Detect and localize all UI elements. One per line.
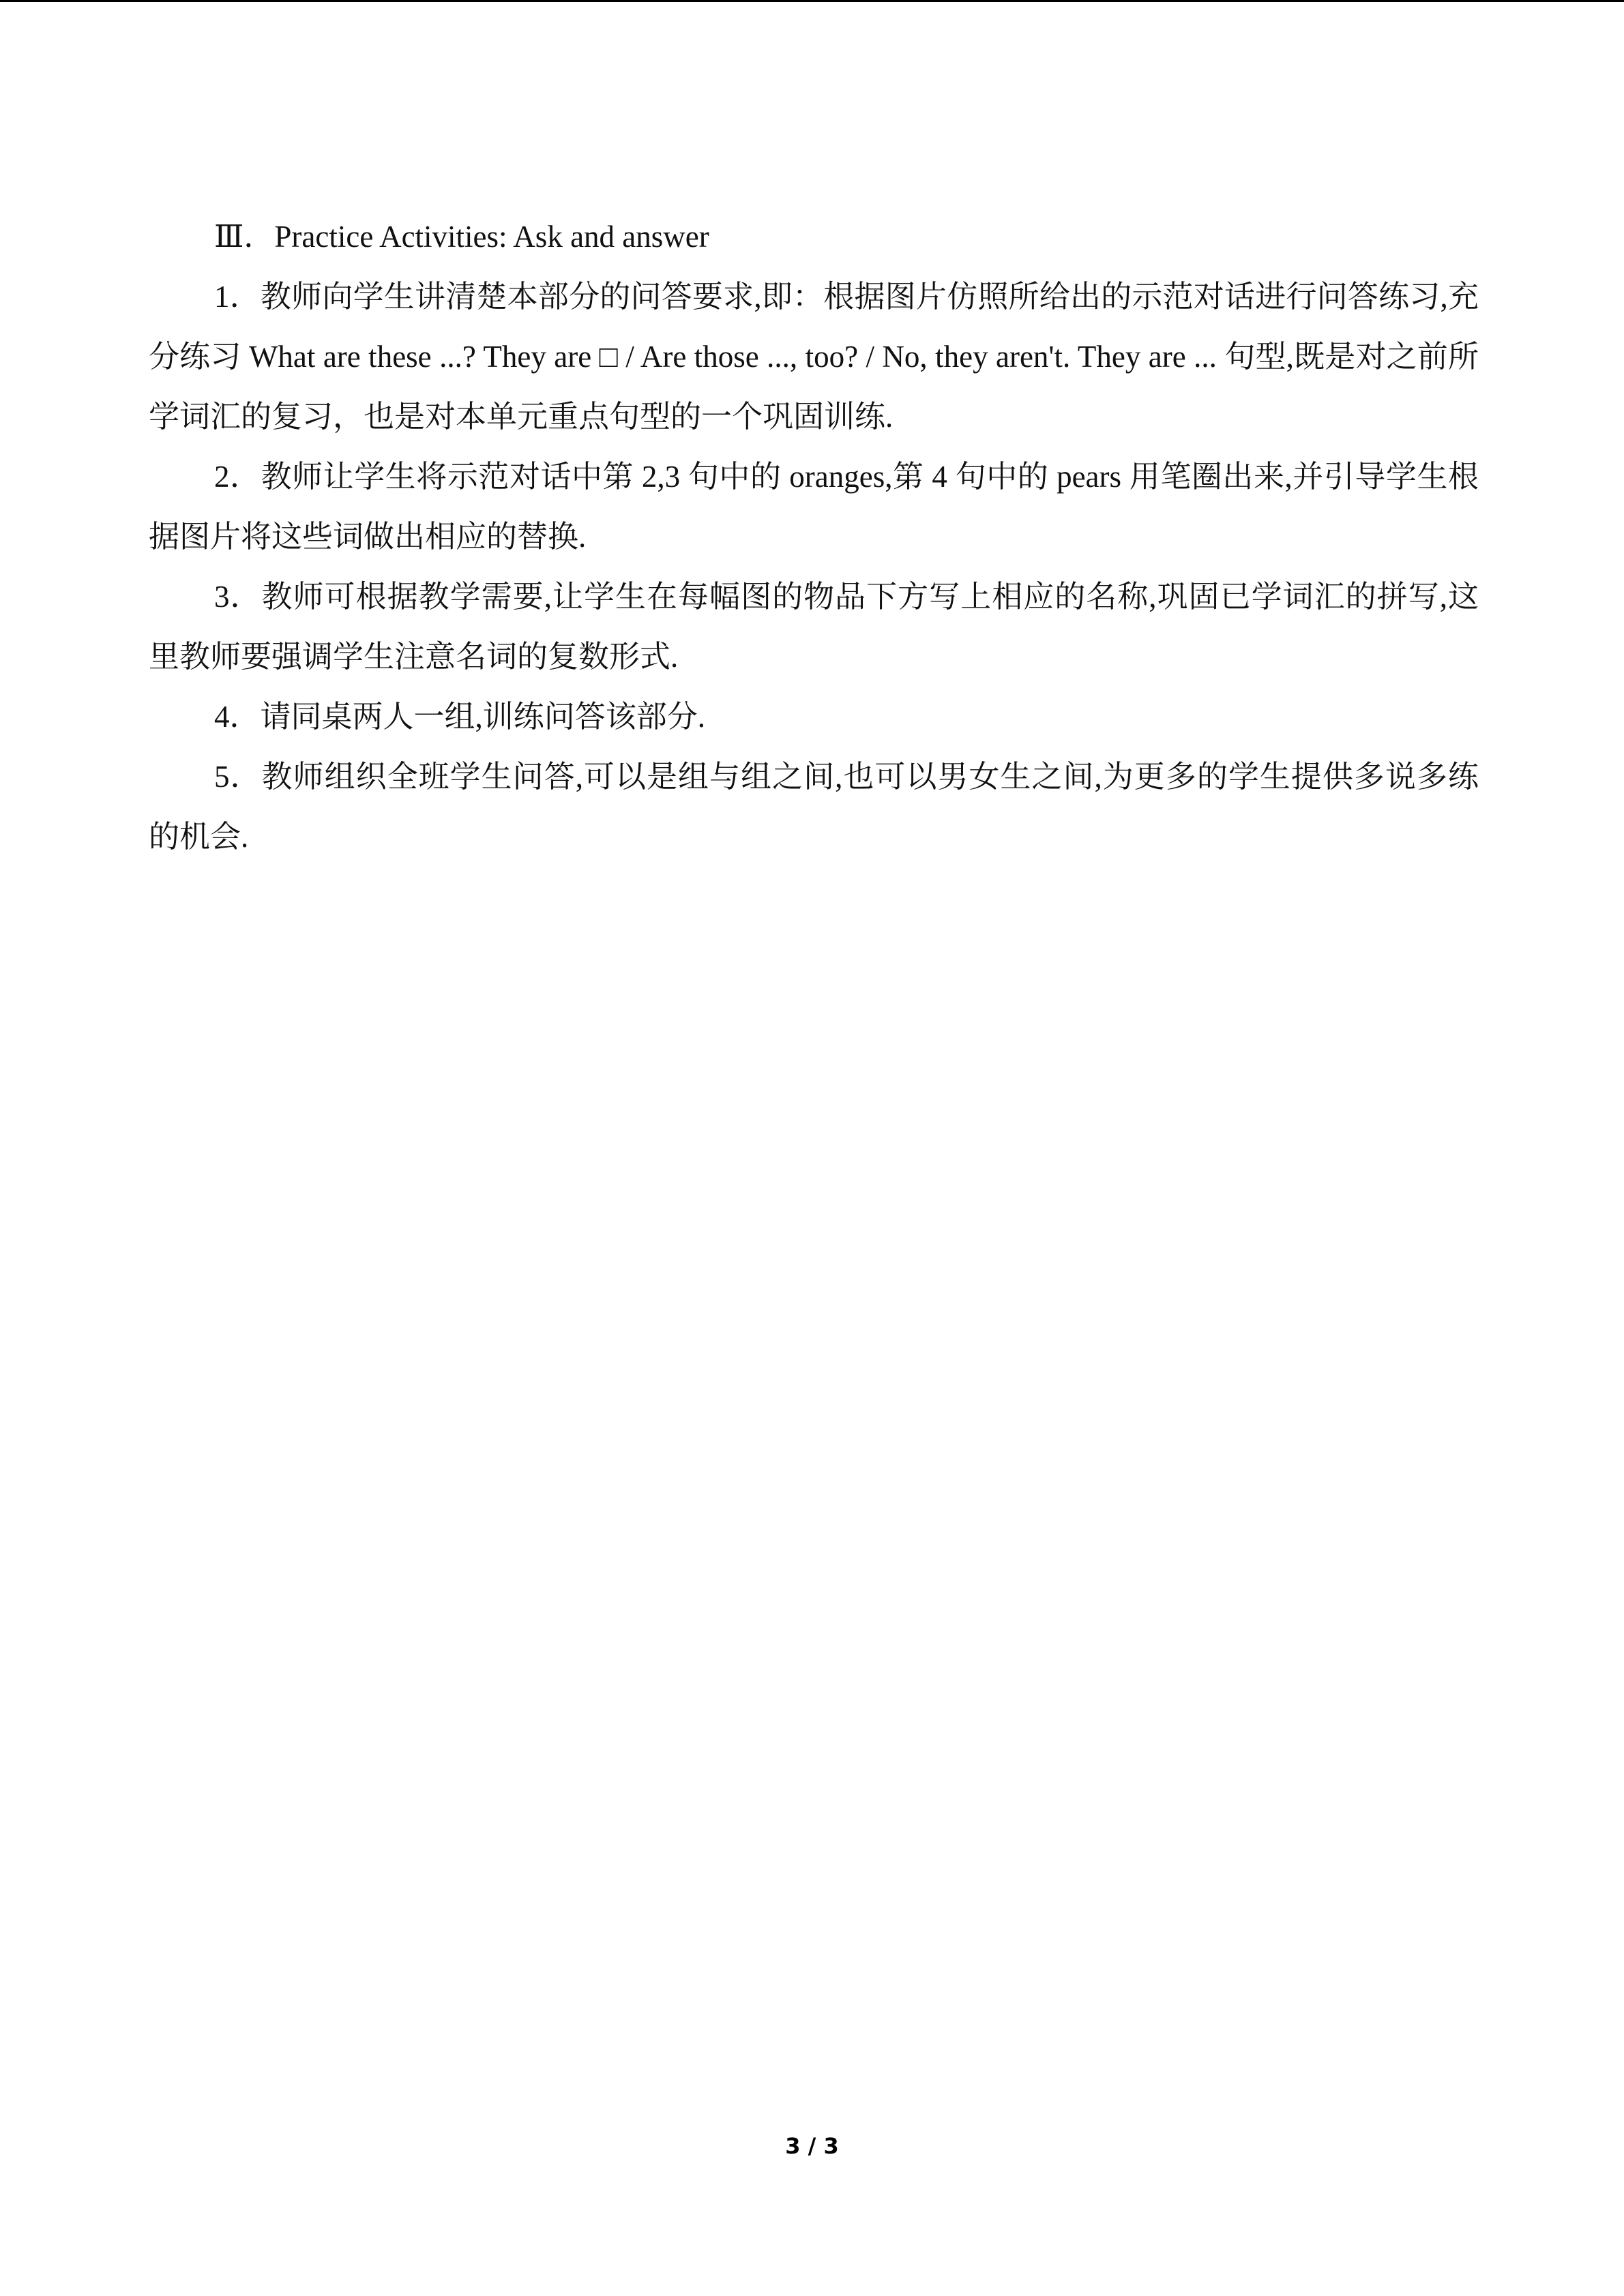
page-content <box>149 207 1479 867</box>
paragraph-3: 3．教师可根据教学需要,让学生在每幅图的物品下方写上相应的名称,巩固已学词汇的拼写,这里教师要强调学生注意名词的复数形式. <box>149 580 1479 674</box>
page-number: 3 / 3 <box>785 2133 839 2159</box>
section-heading: Ⅲ．Practice Activities: Ask and answer <box>214 220 709 254</box>
paragraph-2: 2．教师让学生将示范对话中第 2,3 句中的 oranges,第 4 句中的 pears 用笔圈出来,并引导学生根据图片将这些词做出相应的替换. <box>149 460 1479 554</box>
paragraph-5: 5．教师组织全班学生问答,可以是组与组之间,也可以男女生之间,为更多的学生提供多说多练的机会. <box>149 760 1479 854</box>
paragraph-1: 1．教师向学生讲清楚本部分的问答要求,即：根据图片仿照所给出的示范对话进行问答练习,充分练习 What are these ...? They are □ / Are those ..., too? / No, they aren't. They are ... 句型,既是对之前所学词汇的复习，也是对本单元重点句型的一个巩固训练. <box>149 280 1479 434</box>
paragraph-4: 4．请同桌两人一组,训练问答该部分. <box>214 700 706 734</box>
